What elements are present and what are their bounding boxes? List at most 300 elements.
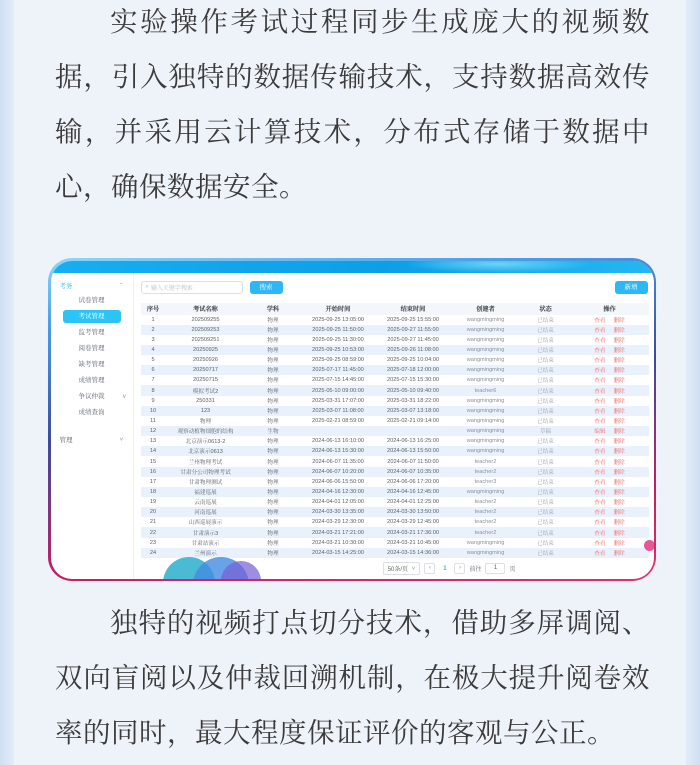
- view-link[interactable]: 查看: [594, 398, 606, 405]
- sidebar-item-试卷管理[interactable]: 试卷管理: [78, 296, 105, 304]
- column-header: 操作: [603, 306, 616, 313]
- chevron-up-icon: ⌃: [118, 283, 124, 288]
- cell-name: 福建巡展: [194, 489, 217, 496]
- delete-link[interactable]: 删除: [613, 398, 625, 405]
- delete-link[interactable]: 删除: [613, 550, 625, 557]
- cell-creator: wangmingming: [466, 316, 505, 323]
- cell-operations: [571, 336, 649, 344]
- cell-creator: teacher2: [474, 458, 497, 465]
- cell-creator: wangmingming: [466, 428, 505, 435]
- cell-no: 6: [151, 367, 155, 374]
- cell-end: 2024-06-13 16:25:00: [387, 438, 439, 445]
- view-link[interactable]: 查看: [594, 479, 606, 486]
- cell-creator: teacher2: [474, 499, 497, 506]
- edit-link[interactable]: 编辑: [594, 429, 606, 436]
- cell-status: 已结束: [537, 540, 554, 547]
- delete-link[interactable]: 删除: [613, 459, 625, 466]
- main-content: [134, 273, 654, 579]
- cell-status: 已结束: [537, 317, 554, 324]
- cell-operations: [571, 447, 649, 455]
- view-link[interactable]: 查看: [594, 459, 606, 466]
- cell-no: 7: [151, 377, 155, 384]
- table-row: [141, 507, 649, 517]
- delete-link[interactable]: 删除: [613, 510, 625, 517]
- search-button[interactable]: 搜索: [250, 281, 283, 294]
- cell-no: 18: [149, 488, 157, 495]
- cell-end: 2025-02-21 09:14:00: [387, 417, 439, 424]
- delete-link[interactable]: 删除: [613, 347, 625, 354]
- cell-subject: 物理: [267, 510, 279, 517]
- view-link[interactable]: 查看: [594, 550, 606, 557]
- exam-app-window: [51, 261, 654, 579]
- cell-operations: [571, 488, 649, 496]
- delete-link[interactable]: 删除: [613, 439, 625, 446]
- view-link[interactable]: 查看: [594, 449, 606, 456]
- cell-status: 已结束: [537, 327, 554, 334]
- cell-subject: 物理: [267, 489, 279, 496]
- cell-name: 20250926: [193, 357, 218, 364]
- cell-status: 已结束: [537, 469, 554, 476]
- paragraph-top: 实验操作考试过程同步生成庞大的视频数据，引入独特的数据传输技术，支持数据高效传输，并采用云计算技术，分布式存储于数据中心，确保数据安全。: [55, 6, 650, 202]
- table-row: [141, 477, 649, 487]
- cell-operations: [571, 387, 649, 395]
- view-link[interactable]: 查看: [594, 317, 606, 324]
- cell-status: 已结束: [537, 347, 554, 354]
- delete-link[interactable]: 删除: [613, 337, 625, 344]
- cell-start: 2025-09-25 10:53:00: [312, 346, 364, 353]
- cell-operations: [571, 508, 649, 516]
- toolbar: [141, 281, 649, 295]
- cell-start: 2024-04-01 12:05:00: [312, 499, 364, 506]
- cell-no: 2: [151, 326, 155, 333]
- sidebar-item-争议仲裁[interactable]: 争议仲裁 ∨: [63, 389, 121, 405]
- current-page[interactable]: 1: [443, 565, 447, 572]
- cell-name: 云南巡展: [194, 500, 217, 507]
- column-header: 状态: [539, 306, 552, 313]
- table-row: [141, 446, 649, 456]
- table-row: [141, 396, 649, 406]
- cell-no: 14: [149, 448, 157, 455]
- cell-status: 已结束: [537, 358, 554, 365]
- table-row: [141, 345, 649, 355]
- cell-subject: 生物: [267, 429, 279, 436]
- cell-no: 13: [149, 438, 157, 445]
- view-link[interactable]: 查看: [594, 489, 606, 496]
- cell-subject: 物理: [267, 530, 279, 537]
- table-row: [141, 538, 649, 548]
- cell-no: 1: [151, 316, 155, 323]
- cell-operations: [571, 417, 649, 425]
- cell-no: 12: [149, 428, 157, 435]
- cell-end: 2024-06-06 17:20:00: [387, 478, 439, 485]
- cell-status: 已结束: [537, 368, 554, 375]
- goto-unit-label: 页: [509, 567, 516, 573]
- view-link[interactable]: 查看: [594, 347, 606, 354]
- cell-no: 22: [149, 529, 157, 536]
- view-link[interactable]: 查看: [594, 520, 606, 527]
- view-link[interactable]: 查看: [594, 337, 606, 344]
- table-row: [141, 467, 649, 477]
- cell-no: 3: [151, 336, 155, 343]
- right-edge-strip: [686, 0, 700, 765]
- cell-operations: [571, 397, 649, 405]
- cell-creator: wangmingming: [466, 377, 505, 384]
- cell-no: 5: [151, 357, 155, 364]
- cell-end: 2024-03-15 14:36:00: [387, 549, 439, 556]
- table-row: [141, 487, 649, 497]
- cell-creator: wangmingming: [466, 346, 505, 353]
- cell-creator: wangmingming: [466, 549, 505, 556]
- cell-operations: [571, 376, 649, 384]
- cell-no: 20: [149, 509, 157, 516]
- cell-end: 2024-06-13 15:50:00: [387, 448, 439, 455]
- cell-status: 已结束: [537, 510, 554, 517]
- cell-operations: [571, 437, 649, 445]
- table-row: [141, 335, 649, 345]
- table-row: [141, 375, 649, 385]
- cell-status: 已结束: [537, 439, 554, 446]
- cell-no: 24: [149, 549, 157, 556]
- cell-no: 17: [149, 478, 157, 485]
- cell-subject: 物理: [267, 520, 279, 527]
- cell-name: 北京演示0613: [188, 449, 223, 456]
- cell-end: 2025-09-27 11:55:00: [387, 326, 439, 333]
- cell-operations: [571, 549, 649, 557]
- cell-creator: wangmingming: [466, 357, 505, 364]
- cell-no: 9: [151, 397, 155, 404]
- cell-start: 2024-06-06 15:50:00: [312, 478, 364, 485]
- cell-operations: [571, 427, 649, 435]
- delete-link[interactable]: 删除: [613, 388, 625, 395]
- cell-subject: 物理: [267, 347, 279, 354]
- cell-end: 2025-05-10 09:40:00: [387, 387, 439, 394]
- cell-subject: 物理: [267, 479, 279, 486]
- cell-no: 4: [151, 346, 155, 353]
- view-link[interactable]: 查看: [594, 540, 606, 547]
- cell-subject: 物理: [267, 418, 279, 425]
- cell-status: 已结束: [537, 388, 554, 395]
- cell-start: 2024-04-16 12:30:00: [312, 488, 364, 495]
- cell-name: 250331: [196, 397, 215, 404]
- goto-page-input[interactable]: 1: [485, 563, 505, 574]
- cell-start: 2025-09-25 13:05:00: [312, 316, 364, 323]
- sidebar: [51, 273, 134, 579]
- sidebar-item-成绩管理[interactable]: 成绩管理: [78, 376, 105, 384]
- cell-subject: 物理: [267, 550, 279, 557]
- next-page-button[interactable]: ›: [454, 563, 465, 574]
- cell-start: 2025-07-15 14:45:00: [312, 377, 364, 384]
- cell-name: 北京演示0613-2: [185, 439, 226, 446]
- cell-start: 2024-06-13 15:30:00: [312, 448, 364, 455]
- cell-subject: 物理: [267, 358, 279, 365]
- cell-end: 2025-09-25 15:55:00: [387, 316, 439, 323]
- view-link[interactable]: 查看: [594, 378, 606, 385]
- cell-name: 物理: [199, 418, 212, 425]
- cell-operations: [571, 518, 649, 526]
- cell-status: 已结束: [537, 408, 554, 415]
- delete-link[interactable]: 删除: [613, 408, 625, 415]
- table-row: [141, 426, 649, 436]
- table-row: [141, 385, 649, 395]
- cell-end: 2024-03-21 10:45:00: [387, 539, 439, 546]
- cell-operations: [571, 346, 649, 354]
- table-row: [141, 517, 649, 527]
- delete-link[interactable]: 删除: [613, 429, 625, 436]
- cell-operations: [571, 529, 649, 537]
- table-header-row: [141, 303, 649, 315]
- column-header: 学科: [266, 306, 280, 313]
- cell-name: 山西巡展演示: [188, 520, 223, 527]
- cell-start: 2024-06-07 11:35:00: [312, 458, 364, 465]
- view-link[interactable]: 查看: [594, 418, 606, 425]
- chevron-down-icon: ∨: [122, 393, 127, 400]
- cell-no: 10: [149, 407, 157, 414]
- cell-subject: 物理: [267, 388, 279, 395]
- cell-end: 2024-03-30 13:50:00: [387, 509, 439, 516]
- view-link[interactable]: 查看: [594, 530, 606, 537]
- column-header: 创建者: [476, 306, 495, 313]
- goto-label: 前往: [469, 567, 482, 573]
- column-header: 开始时间: [325, 306, 351, 313]
- cell-name: 202509251: [191, 336, 220, 343]
- cell-no: 11: [150, 417, 156, 424]
- cell-start: 2025-03-31 17:07:00: [312, 397, 364, 404]
- cell-start: 2025-09-25 11:50:00: [312, 326, 364, 333]
- delete-link[interactable]: 删除: [613, 418, 625, 425]
- left-edge-strip: [0, 0, 14, 765]
- cell-subject: 物理: [267, 327, 279, 334]
- table-row: [141, 365, 649, 375]
- cell-creator: teacher2: [474, 529, 497, 536]
- cell-status: 已结束: [537, 550, 554, 557]
- delete-link[interactable]: 删除: [613, 358, 625, 365]
- cell-end: 2025-03-31 18:22:00: [387, 397, 439, 404]
- view-link[interactable]: 查看: [594, 368, 606, 375]
- cell-operations: [571, 316, 649, 324]
- cell-operations: [571, 356, 649, 364]
- cell-start: 2024-06-13 16:10:00: [312, 438, 364, 445]
- cell-status: 已结束: [537, 449, 554, 456]
- cell-status: 已结束: [537, 489, 554, 496]
- cell-no: 23: [149, 539, 157, 546]
- cell-end: 2025-07-18 12:00:00: [387, 367, 439, 374]
- cell-creator: wangmingming: [466, 448, 505, 455]
- cell-name: 202509255: [191, 316, 220, 323]
- column-header: 序号: [146, 306, 160, 313]
- cell-status: 已结束: [537, 337, 554, 344]
- cell-name: 202509253: [191, 326, 220, 333]
- column-header: 结束时间: [400, 306, 426, 313]
- cell-name: 123: [200, 407, 211, 414]
- cell-subject: 物理: [267, 368, 279, 375]
- cell-start: 2025-09-25 11:30:00: [312, 336, 364, 343]
- cell-start: 2024-03-21 10:30:00: [312, 539, 364, 546]
- cell-creator: teacher2: [474, 468, 497, 475]
- cell-creator: wangmingming: [466, 488, 505, 495]
- column-header: 考试名称: [193, 306, 218, 313]
- sidebar-item-考试管理[interactable]: 考试管理: [63, 310, 121, 323]
- cell-subject: 物理: [267, 398, 279, 405]
- sidebar-section-exam-affairs[interactable]: [51, 278, 133, 293]
- cell-operations: [571, 458, 649, 466]
- cell-operations: [571, 407, 649, 415]
- cell-end: 2025-09-25 10:04:00: [387, 357, 439, 364]
- add-button[interactable]: 新增: [615, 281, 648, 294]
- delete-link[interactable]: 删除: [613, 368, 625, 375]
- cell-end: 2024-03-29 12:45:00: [387, 519, 439, 526]
- sidebar-section-admin[interactable]: [51, 432, 133, 448]
- cell-no: 19: [149, 499, 157, 506]
- cell-start: 2025-05-10 09:00:00: [312, 387, 364, 394]
- cell-creator: wangmingming: [466, 336, 505, 343]
- cell-subject: 物理: [267, 378, 279, 385]
- cell-subject: 物理: [267, 459, 279, 466]
- delete-link[interactable]: 删除: [613, 520, 625, 527]
- page-size-select[interactable]: [383, 562, 421, 575]
- cell-operations: [571, 478, 649, 486]
- cell-status: 已结束: [537, 398, 554, 405]
- cell-name: 观察动植物细胞的结构: [177, 429, 234, 436]
- cell-subject: 物理: [267, 439, 279, 446]
- screenshot-card: [48, 258, 656, 581]
- cell-subject: 物理: [267, 500, 279, 507]
- table-row: [141, 325, 649, 335]
- chevron-down-icon: ∨: [411, 566, 416, 572]
- cell-status: 已结束: [537, 459, 554, 466]
- view-link[interactable]: 查看: [594, 358, 606, 365]
- cell-name: 河南巡展: [194, 510, 217, 517]
- delete-link[interactable]: 删除: [613, 327, 625, 334]
- cell-end: 2024-06-07 11:50:00: [387, 458, 439, 465]
- cell-status: 草稿: [539, 429, 552, 436]
- cell-name: 甘肃分公司物理考试: [180, 469, 231, 476]
- cell-end: 2024-03-21 17:36:00: [387, 529, 439, 536]
- table-row: [141, 456, 649, 466]
- cell-name: 甘肃站演示: [191, 540, 220, 547]
- decor-dot-pink: [644, 540, 654, 551]
- search-input[interactable]: [141, 281, 243, 294]
- cell-subject: 物理: [267, 337, 279, 344]
- cell-subject: 物理: [267, 317, 279, 324]
- cell-creator: wangmingming: [466, 367, 505, 374]
- view-link[interactable]: 查看: [594, 439, 606, 446]
- table-row: [141, 497, 649, 507]
- table-row: [141, 527, 649, 537]
- cell-start: 2024-03-29 12:30:00: [312, 519, 364, 526]
- view-link[interactable]: 查看: [594, 388, 606, 395]
- view-link[interactable]: 查看: [594, 469, 606, 476]
- delete-link[interactable]: 删除: [613, 489, 625, 496]
- cell-status: 已结束: [537, 500, 554, 507]
- cell-creator: wangmingming: [466, 326, 505, 333]
- cell-name: 兰州演示: [194, 550, 217, 557]
- cell-status: 已结束: [537, 378, 554, 385]
- cell-creator: wangmingming: [466, 397, 505, 404]
- cell-end: 2025-07-15 15:30:00: [387, 377, 439, 384]
- cell-name: 20250715: [193, 377, 218, 384]
- cell-creator: teacher2: [474, 509, 497, 516]
- delete-link[interactable]: 删除: [613, 540, 625, 547]
- cell-start: 2025-02-21 08:59:00: [312, 417, 364, 424]
- search-icon: ⌕: [145, 284, 149, 290]
- delete-link[interactable]: 删除: [613, 317, 625, 324]
- cell-name: 20250717: [193, 367, 218, 374]
- cell-creator: teacher3: [474, 478, 497, 485]
- app-top-navbar: [51, 261, 654, 273]
- table-row: [141, 436, 649, 446]
- cell-status: 已结束: [537, 479, 554, 486]
- cell-operations: [571, 326, 649, 334]
- cell-creator: wangmingming: [466, 417, 505, 424]
- cell-start: 2025-07-17 11:45:00: [312, 367, 364, 374]
- delete-link[interactable]: 删除: [613, 479, 625, 486]
- cell-name: 模拟考试2: [192, 388, 219, 395]
- cell-no: 15: [149, 458, 157, 465]
- prev-page-button[interactable]: ‹: [424, 563, 435, 574]
- cell-name: 20250925: [193, 346, 218, 353]
- cell-start: 2025-03-07 11:08:00: [312, 407, 364, 414]
- delete-link[interactable]: 删除: [613, 530, 625, 537]
- cell-name: 甘肃物理测试: [188, 479, 223, 486]
- cell-operations: [571, 468, 649, 476]
- sidebar-item-阅卷管理[interactable]: 阅卷管理: [78, 344, 105, 352]
- table-row: [141, 355, 649, 365]
- delete-link[interactable]: 删除: [613, 469, 625, 476]
- search-placeholder: 输入关键字搜索: [150, 286, 193, 292]
- topbar-sheen: [404, 261, 594, 273]
- chevron-down-icon: ∨: [119, 437, 124, 443]
- cell-start: 2024-03-21 17:21:00: [312, 529, 364, 536]
- cell-end: 2025-09-27 11:45:00: [387, 336, 439, 343]
- exam-table: [141, 303, 649, 558]
- table-row: [141, 406, 649, 416]
- view-link[interactable]: 查看: [594, 327, 606, 334]
- cell-creator: wangmingming: [466, 438, 505, 445]
- view-link[interactable]: 查看: [594, 500, 606, 507]
- cell-operations: [571, 366, 649, 374]
- sidebar-section-label: 考务: [59, 282, 73, 290]
- delete-link[interactable]: 删除: [613, 449, 625, 456]
- cell-subject: 物理: [267, 408, 279, 415]
- cell-start: 2024-03-30 13:35:00: [312, 509, 364, 516]
- sidebar-item-成绩查询[interactable]: 成绩查询: [78, 408, 105, 416]
- cell-end: 2025-03-07 13:18:00: [387, 407, 439, 414]
- view-link[interactable]: 查看: [594, 408, 606, 415]
- cell-status: 已结束: [537, 530, 554, 537]
- view-link[interactable]: 查看: [594, 510, 606, 517]
- cell-creator: teacher2: [474, 519, 497, 526]
- delete-link[interactable]: 删除: [613, 378, 625, 385]
- cell-no: 16: [149, 468, 157, 475]
- cell-end: 2024-04-16 12:45:00: [387, 488, 439, 495]
- page-size-value: 50条/页: [387, 567, 409, 573]
- table-row: [141, 315, 649, 325]
- sidebar-item-缺考管理[interactable]: 缺考管理: [78, 360, 105, 368]
- cell-creator: wangmingming: [466, 539, 505, 546]
- cell-operations: [571, 498, 649, 506]
- cell-start: 2024-06-07 10:20:00: [312, 468, 364, 475]
- cell-creator: teacher6: [474, 387, 497, 394]
- cell-status: 已结束: [537, 418, 554, 425]
- delete-link[interactable]: 删除: [613, 500, 625, 507]
- cell-name: 兰州物理考试: [188, 459, 223, 466]
- cell-subject: 物理: [267, 449, 279, 456]
- sidebar-item-监考管理[interactable]: 监考管理: [78, 328, 105, 336]
- paragraph-bottom: 独特的视频打点切分技术，借助多屏调阅、双向盲阅以及仲裁回溯机制，在极大提升阅卷效率的同时，最大程度保证评价的客观与公正。: [55, 607, 650, 748]
- table-row: [141, 416, 649, 426]
- cell-start: 2025-09-25 08:59:00: [312, 357, 364, 364]
- cell-subject: 物理: [267, 469, 279, 476]
